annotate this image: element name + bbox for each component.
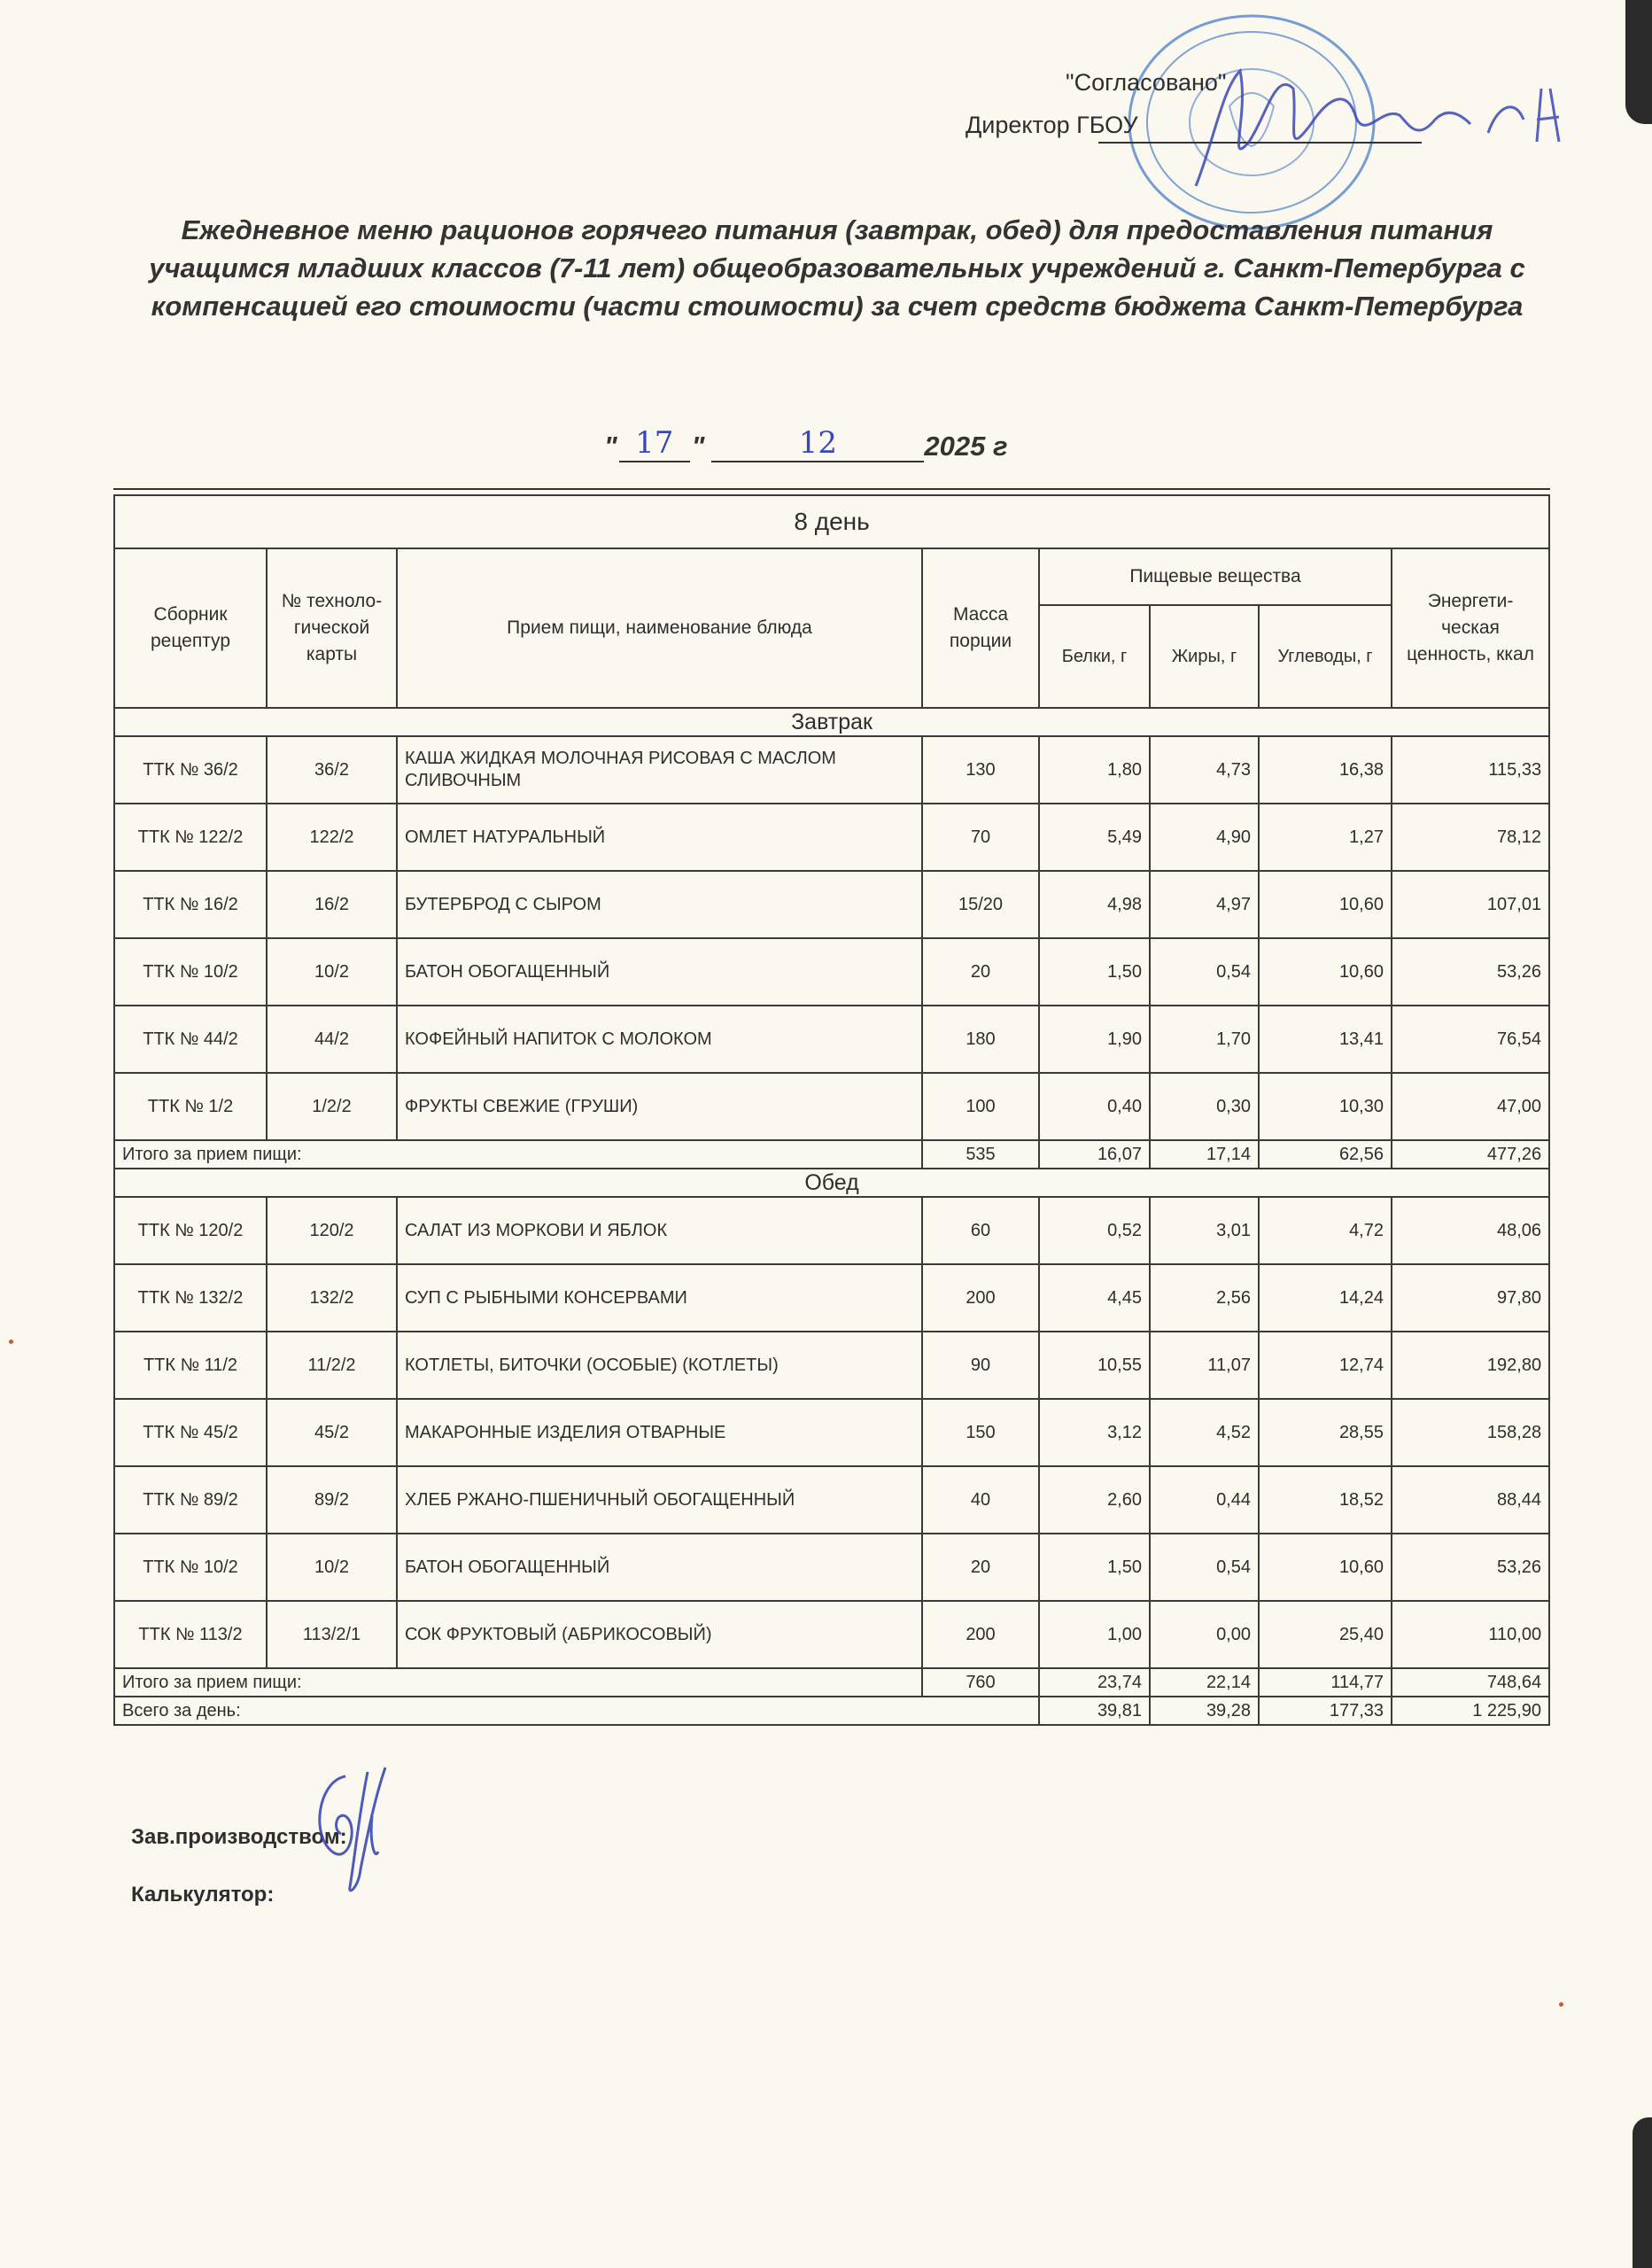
cell-protein: 2,60	[1039, 1466, 1150, 1534]
cell-carbs: 18,52	[1259, 1466, 1392, 1534]
scan-edge-shadow	[1633, 2117, 1652, 2268]
date-year: 2025 г	[924, 431, 1008, 462]
cell-protein: 1,80	[1039, 736, 1150, 804]
cell-card: 16/2	[267, 871, 397, 938]
cell-mass: 100	[922, 1073, 1039, 1140]
cell-carbs: 25,40	[1259, 1601, 1392, 1668]
cell-collection: ТТК № 10/2	[114, 1534, 267, 1601]
scan-edge-shadow	[1625, 0, 1652, 124]
header-collection: Сборник рецептур	[114, 548, 267, 708]
cell-dish: КОТЛЕТЫ, БИТОЧКИ (ОСОБЫЕ) (КОТЛЕТЫ)	[397, 1332, 922, 1399]
subtotal-label: Итого за прием пищи:	[114, 1140, 922, 1169]
cell-dish: ОМЛЕТ НАТУРАЛЬНЫЙ	[397, 804, 922, 871]
document-title: Ежедневное меню рационов горячего питания (завтрак, обед) для предоставления питания учащимся младших классов (7-11 лет) общеобразовательных учреждений г. Санкт-Петербурга с компенсацией его стоимости (части стоимости) за счет средств бюджета Санкт-Петербурга	[149, 214, 1525, 322]
table-row	[114, 871, 1549, 938]
table-row	[114, 1466, 1549, 1534]
header-nutrients: Пищевые вещества	[1039, 548, 1392, 605]
director-label: Директор ГБОУ	[966, 112, 1138, 138]
cell-card: 44/2	[267, 1006, 397, 1073]
cell-mass: 90	[922, 1332, 1039, 1399]
cell-collection: ТТК № 10/2	[114, 938, 267, 1006]
cell-card: 10/2	[267, 1534, 397, 1601]
subtotal-carbs: 114,77	[1259, 1668, 1392, 1697]
day-total-energy: 1 225,90	[1392, 1697, 1549, 1725]
subtotal-row-lunch	[114, 1668, 1549, 1697]
day-total-protein: 39,81	[1039, 1697, 1150, 1725]
cell-mass: 70	[922, 804, 1039, 871]
cell-energy: 110,00	[1392, 1601, 1549, 1668]
cell-mass: 150	[922, 1399, 1039, 1466]
cell-fat: 11,07	[1150, 1332, 1259, 1399]
cell-carbs: 28,55	[1259, 1399, 1392, 1466]
cell-carbs: 10,60	[1259, 871, 1392, 938]
cell-carbs: 10,30	[1259, 1073, 1392, 1140]
header-tech-card: № техноло- гической карты	[267, 548, 397, 708]
table-row	[114, 736, 1549, 804]
table-row	[114, 1534, 1549, 1601]
table-row	[114, 1197, 1549, 1264]
cell-carbs: 10,60	[1259, 1534, 1392, 1601]
cell-dish: МАКАРОННЫЕ ИЗДЕЛИЯ ОТВАРНЫЕ	[397, 1399, 922, 1466]
cell-energy: 53,26	[1392, 1534, 1549, 1601]
cell-energy: 76,54	[1392, 1006, 1549, 1073]
cell-fat: 0,30	[1150, 1073, 1259, 1140]
cell-energy: 192,80	[1392, 1332, 1549, 1399]
section-title: Обед	[114, 1169, 1549, 1197]
subtotal-label: Итого за прием пищи:	[114, 1668, 922, 1697]
cell-protein: 0,40	[1039, 1073, 1150, 1140]
cell-mass: 40	[922, 1466, 1039, 1534]
cell-collection: ТТК № 120/2	[114, 1197, 267, 1264]
cell-energy: 88,44	[1392, 1466, 1549, 1534]
subtotal-row-breakfast	[114, 1140, 1549, 1169]
date-close-quote: "	[691, 431, 705, 462]
cell-collection: ТТК № 45/2	[114, 1399, 267, 1466]
subtotal-protein: 23,74	[1039, 1668, 1150, 1697]
cell-card: 120/2	[267, 1197, 397, 1264]
cell-dish: ФРУКТЫ СВЕЖИЕ (ГРУШИ)	[397, 1073, 922, 1140]
day-header-row	[114, 495, 1549, 548]
subtotal-mass: 535	[922, 1140, 1039, 1169]
column-header-row	[114, 548, 1549, 605]
document-date	[602, 425, 1008, 462]
cell-fat: 1,70	[1150, 1006, 1259, 1073]
cell-dish: КАША ЖИДКАЯ МОЛОЧНАЯ РИСОВАЯ С МАСЛОМ СЛИВОЧНЫМ	[397, 736, 922, 804]
cell-card: 1/2/2	[267, 1073, 397, 1140]
cell-carbs: 16,38	[1259, 736, 1392, 804]
production-head-signature-icon	[306, 1763, 421, 1896]
cell-mass: 200	[922, 1601, 1039, 1668]
cell-carbs: 13,41	[1259, 1006, 1392, 1073]
cell-energy: 48,06	[1392, 1197, 1549, 1264]
cell-fat: 2,56	[1150, 1264, 1259, 1332]
cell-energy: 107,01	[1392, 871, 1549, 938]
approval-heading: "Согласовано"	[1066, 69, 1227, 96]
header-energy: Энергети- ческая ценность, ккал	[1392, 548, 1549, 708]
section-row-lunch	[114, 1169, 1549, 1197]
cell-fat: 4,90	[1150, 804, 1259, 871]
cell-collection: ТТК № 16/2	[114, 871, 267, 938]
cell-collection: ТТК № 113/2	[114, 1601, 267, 1668]
header-carbs: Углеводы, г	[1259, 605, 1392, 708]
cell-protein: 10,55	[1039, 1332, 1150, 1399]
date-day: 17	[619, 425, 690, 462]
cell-protein: 0,52	[1039, 1197, 1150, 1264]
cell-carbs: 4,72	[1259, 1197, 1392, 1264]
calculator-label: Калькулятор:	[131, 1883, 275, 1907]
cell-carbs: 10,60	[1259, 938, 1392, 1006]
cell-energy: 97,80	[1392, 1264, 1549, 1332]
cell-protein: 3,12	[1039, 1399, 1150, 1466]
cell-carbs: 12,74	[1259, 1332, 1392, 1399]
cell-mass: 130	[922, 736, 1039, 804]
cell-energy: 158,28	[1392, 1399, 1549, 1466]
table-row	[114, 1073, 1549, 1140]
cell-protein: 4,45	[1039, 1264, 1150, 1332]
subtotal-fat: 22,14	[1150, 1668, 1259, 1697]
cell-card: 113/2/1	[267, 1601, 397, 1668]
subtotal-energy: 477,26	[1392, 1140, 1549, 1169]
cell-energy: 115,33	[1392, 736, 1549, 804]
scan-speck	[1559, 2002, 1563, 2007]
production-head-label: Зав.производством:	[131, 1825, 347, 1849]
header-fat: Жиры, г	[1150, 605, 1259, 708]
subtotal-protein: 16,07	[1039, 1140, 1150, 1169]
cell-collection: ТТК № 122/2	[114, 804, 267, 871]
table-row	[114, 938, 1549, 1006]
subtotal-carbs: 62,56	[1259, 1140, 1392, 1169]
cell-card: 132/2	[267, 1264, 397, 1332]
cell-dish: СОК ФРУКТОВЫЙ (АБРИКОСОВЫЙ)	[397, 1601, 922, 1668]
section-title: Завтрак	[114, 708, 1549, 736]
cell-fat: 0,44	[1150, 1466, 1259, 1534]
section-row-breakfast	[114, 708, 1549, 736]
cell-protein: 5,49	[1039, 804, 1150, 871]
cell-card: 10/2	[267, 938, 397, 1006]
table-row	[114, 1006, 1549, 1073]
day-total-row	[114, 1697, 1549, 1725]
cell-energy: 53,26	[1392, 938, 1549, 1006]
cell-collection: ТТК № 36/2	[114, 736, 267, 804]
table-row	[114, 1399, 1549, 1466]
cell-dish: БАТОН ОБОГАЩЕННЫЙ	[397, 938, 922, 1006]
cell-collection: ТТК № 11/2	[114, 1332, 267, 1399]
day-label: 8 день	[114, 495, 1549, 548]
cell-fat: 4,52	[1150, 1399, 1259, 1466]
table-row	[114, 1264, 1549, 1332]
cell-dish: ХЛЕБ РЖАНО-ПШЕНИЧНЫЙ ОБОГАЩЕННЫЙ	[397, 1466, 922, 1534]
cell-fat: 4,97	[1150, 871, 1259, 938]
cell-fat: 0,54	[1150, 938, 1259, 1006]
cell-protein: 1,50	[1039, 1534, 1150, 1601]
cell-fat: 0,54	[1150, 1534, 1259, 1601]
cell-card: 11/2/2	[267, 1332, 397, 1399]
subtotal-energy: 748,64	[1392, 1668, 1549, 1697]
table-row	[114, 1332, 1549, 1399]
cell-carbs: 1,27	[1259, 804, 1392, 871]
table-row	[114, 1601, 1549, 1668]
cell-dish: КОФЕЙНЫЙ НАПИТОК С МОЛОКОМ	[397, 1006, 922, 1073]
cell-mass: 60	[922, 1197, 1039, 1264]
date-month: 12	[711, 425, 924, 462]
date-open-quote: "	[604, 431, 617, 462]
director-signature-icon	[1143, 35, 1586, 213]
cell-collection: ТТК № 132/2	[114, 1264, 267, 1332]
header-protein: Белки, г	[1039, 605, 1150, 708]
cell-collection: ТТК № 89/2	[114, 1466, 267, 1534]
cell-protein: 1,90	[1039, 1006, 1150, 1073]
header-mass: Масса порции	[922, 548, 1039, 708]
cell-dish: БУТЕРБРОД С СЫРОМ	[397, 871, 922, 938]
cell-dish: САЛАТ ИЗ МОРКОВИ И ЯБЛОК	[397, 1197, 922, 1264]
cell-mass: 180	[922, 1006, 1039, 1073]
cell-mass: 20	[922, 1534, 1039, 1601]
cell-energy: 47,00	[1392, 1073, 1549, 1140]
cell-protein: 1,50	[1039, 938, 1150, 1006]
divider	[113, 488, 1550, 490]
menu-table	[113, 494, 1550, 1726]
cell-card: 36/2	[267, 736, 397, 804]
cell-mass: 200	[922, 1264, 1039, 1332]
cell-fat: 3,01	[1150, 1197, 1259, 1264]
scan-speck	[9, 1340, 13, 1344]
cell-energy: 78,12	[1392, 804, 1549, 871]
cell-card: 89/2	[267, 1466, 397, 1534]
cell-protein: 4,98	[1039, 871, 1150, 938]
cell-dish: СУП С РЫБНЫМИ КОНСЕРВАМИ	[397, 1264, 922, 1332]
header-dish: Прием пищи, наименование блюда	[397, 548, 922, 708]
cell-dish: БАТОН ОБОГАЩЕННЫЙ	[397, 1534, 922, 1601]
cell-fat: 0,00	[1150, 1601, 1259, 1668]
cell-fat: 4,73	[1150, 736, 1259, 804]
day-total-carbs: 177,33	[1259, 1697, 1392, 1725]
day-total-label: Всего за день:	[114, 1697, 1039, 1725]
subtotal-mass: 760	[922, 1668, 1039, 1697]
cell-mass: 20	[922, 938, 1039, 1006]
cell-mass: 15/20	[922, 871, 1039, 938]
cell-card: 122/2	[267, 804, 397, 871]
subtotal-fat: 17,14	[1150, 1140, 1259, 1169]
table-row	[114, 804, 1549, 871]
cell-collection: ТТК № 44/2	[114, 1006, 267, 1073]
day-total-fat: 39,28	[1150, 1697, 1259, 1725]
cell-collection: ТТК № 1/2	[114, 1073, 267, 1140]
cell-protein: 1,00	[1039, 1601, 1150, 1668]
cell-card: 45/2	[267, 1399, 397, 1466]
cell-carbs: 14,24	[1259, 1264, 1392, 1332]
